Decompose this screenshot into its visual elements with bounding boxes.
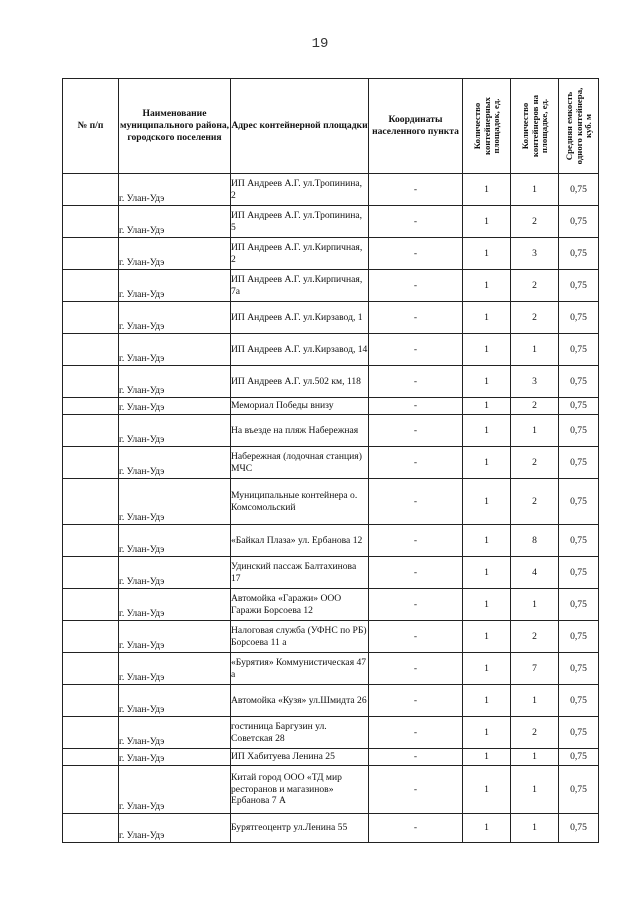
cell-coordinates: -	[369, 302, 463, 334]
cell-containers-count: 2	[511, 447, 559, 479]
cell-coordinates: -	[369, 717, 463, 749]
cell-municipality: г. Улан-Удэ	[119, 366, 231, 398]
cell-sites-count: 1	[463, 174, 511, 206]
cell-average-volume: 0,75	[559, 685, 599, 717]
header-num: № п/п	[63, 79, 119, 174]
cell-sites-count: 1	[463, 302, 511, 334]
cell-sites-count: 1	[463, 479, 511, 525]
table-row	[63, 447, 599, 479]
cell-sites-count: 1	[463, 525, 511, 557]
cell-municipality: г. Улан-Удэ	[119, 206, 231, 238]
cell-number	[63, 685, 119, 717]
cell-address: Бурятгеоцентр ул.Ленина 55	[231, 814, 369, 843]
cell-containers-count: 2	[511, 270, 559, 302]
cell-sites-count: 1	[463, 766, 511, 814]
cell-containers-count: 3	[511, 238, 559, 270]
table-row	[63, 653, 599, 685]
cell-average-volume: 0,75	[559, 366, 599, 398]
cell-address: Китай город ООО «ТД мир ресторанов и магазинов» Ербанова 7 А	[231, 766, 369, 814]
cell-address: ИП Андреев А.Г. ул.502 км, 118	[231, 366, 369, 398]
cell-address: гостиница Баргузин ул. Советская 28	[231, 717, 369, 749]
header-average-volume-label: Средняя емкость одного контейнера, куб. м	[563, 87, 593, 165]
cell-sites-count: 1	[463, 653, 511, 685]
cell-average-volume: 0,75	[559, 766, 599, 814]
cell-address: Автомойка «Гаражи» ООО Гаражи Борсоева 12	[231, 589, 369, 621]
cell-municipality: г. Улан-Удэ	[119, 557, 231, 589]
table-row	[63, 398, 599, 415]
cell-address: «Байкал Плаза» ул. Ербанова 12	[231, 525, 369, 557]
cell-containers-count: 2	[511, 206, 559, 238]
cell-containers-count: 2	[511, 479, 559, 525]
cell-number	[63, 621, 119, 653]
container-sites-table	[62, 78, 599, 843]
table-row	[63, 557, 599, 589]
cell-address: ИП Хабитуева Ленина 25	[231, 749, 369, 766]
cell-address: Мемориал Победы внизу	[231, 398, 369, 415]
cell-number	[63, 366, 119, 398]
table-row	[63, 814, 599, 843]
cell-containers-count: 2	[511, 621, 559, 653]
cell-sites-count: 1	[463, 621, 511, 653]
cell-address: ИП Андреев А.Г. ул.Тропинина, 2	[231, 174, 369, 206]
cell-sites-count: 1	[463, 238, 511, 270]
table-row	[63, 621, 599, 653]
cell-municipality: г. Улан-Удэ	[119, 749, 231, 766]
cell-address: ИП Андреев А.Г. ул.Кирзавод, 1	[231, 302, 369, 334]
cell-address: ИП Андреев А.Г. ул.Кирпичная, 2	[231, 238, 369, 270]
cell-address: Удинский пассаж Балтахинова 17	[231, 557, 369, 589]
cell-coordinates: -	[369, 238, 463, 270]
cell-coordinates: -	[369, 174, 463, 206]
cell-sites-count: 1	[463, 398, 511, 415]
cell-number	[63, 717, 119, 749]
cell-municipality: г. Улан-Удэ	[119, 621, 231, 653]
table-row	[63, 334, 599, 366]
cell-number	[63, 174, 119, 206]
cell-number	[63, 525, 119, 557]
cell-containers-count: 1	[511, 749, 559, 766]
cell-coordinates: -	[369, 415, 463, 447]
cell-municipality: г. Улан-Удэ	[119, 814, 231, 843]
cell-number	[63, 398, 119, 415]
cell-address: ИП Андреев А.Г. ул.Тропинина, 5	[231, 206, 369, 238]
table-row	[63, 206, 599, 238]
cell-address: «Бурятия» Коммунистическая 47 а	[231, 653, 369, 685]
cell-coordinates: -	[369, 270, 463, 302]
cell-containers-count: 2	[511, 302, 559, 334]
cell-number	[63, 479, 119, 525]
cell-average-volume: 0,75	[559, 270, 599, 302]
cell-sites-count: 1	[463, 814, 511, 843]
cell-containers-count: 1	[511, 174, 559, 206]
cell-coordinates: -	[369, 814, 463, 843]
cell-containers-count: 1	[511, 685, 559, 717]
cell-coordinates: -	[369, 398, 463, 415]
cell-coordinates: -	[369, 334, 463, 366]
cell-municipality: г. Улан-Удэ	[119, 415, 231, 447]
header-sites-count-label: Количество контейнерных площадок, ед.	[471, 97, 501, 155]
cell-municipality: г. Улан-Удэ	[119, 447, 231, 479]
table-row	[63, 415, 599, 447]
cell-average-volume: 0,75	[559, 479, 599, 525]
cell-number	[63, 766, 119, 814]
cell-municipality: г. Улан-Удэ	[119, 238, 231, 270]
cell-sites-count: 1	[463, 447, 511, 479]
cell-coordinates: -	[369, 557, 463, 589]
cell-coordinates: -	[369, 685, 463, 717]
page-number: 19	[311, 36, 329, 52]
header-containers-count-label: Количество контейнеров на площадке, ед.	[519, 94, 549, 158]
cell-number	[63, 589, 119, 621]
table-row	[63, 479, 599, 525]
cell-number	[63, 557, 119, 589]
cell-number	[63, 206, 119, 238]
cell-coordinates: -	[369, 749, 463, 766]
cell-municipality: г. Улан-Удэ	[119, 398, 231, 415]
cell-containers-count: 1	[511, 334, 559, 366]
table-row	[63, 366, 599, 398]
table-row	[63, 270, 599, 302]
cell-municipality: г. Улан-Удэ	[119, 302, 231, 334]
cell-number	[63, 238, 119, 270]
cell-number	[63, 302, 119, 334]
cell-address: Муниципальные контейнера о. Комсомольский	[231, 479, 369, 525]
cell-containers-count: 7	[511, 653, 559, 685]
cell-sites-count: 1	[463, 557, 511, 589]
header-address: Адрес контейнерной площадки	[231, 79, 369, 174]
cell-sites-count: 1	[463, 589, 511, 621]
cell-containers-count: 1	[511, 415, 559, 447]
header-average-volume	[559, 79, 599, 174]
cell-containers-count: 2	[511, 398, 559, 415]
cell-average-volume: 0,75	[559, 557, 599, 589]
cell-average-volume: 0,75	[559, 174, 599, 206]
cell-sites-count: 1	[463, 366, 511, 398]
cell-number	[63, 334, 119, 366]
cell-number	[63, 415, 119, 447]
cell-coordinates: -	[369, 447, 463, 479]
cell-average-volume: 0,75	[559, 717, 599, 749]
cell-address: Налоговая служба (УФНС по РБ) Борсоева 11 а	[231, 621, 369, 653]
cell-coordinates: -	[369, 479, 463, 525]
cell-containers-count: 8	[511, 525, 559, 557]
cell-address: ИП Андреев А.Г. ул.Кирпичная, 7а	[231, 270, 369, 302]
cell-number	[63, 447, 119, 479]
cell-municipality: г. Улан-Удэ	[119, 525, 231, 557]
cell-address: Автомойка «Кузя» ул.Шмидта 26	[231, 685, 369, 717]
cell-average-volume: 0,75	[559, 238, 599, 270]
cell-average-volume: 0,75	[559, 749, 599, 766]
cell-sites-count: 1	[463, 685, 511, 717]
cell-containers-count: 3	[511, 366, 559, 398]
cell-containers-count: 2	[511, 717, 559, 749]
cell-number	[63, 814, 119, 843]
cell-average-volume: 0,75	[559, 589, 599, 621]
cell-number	[63, 653, 119, 685]
cell-municipality: г. Улан-Удэ	[119, 479, 231, 525]
cell-address: ИП Андреев А.Г. ул.Кирзавод, 14	[231, 334, 369, 366]
cell-address: Набережная (лодочная станция) МЧС	[231, 447, 369, 479]
table-row	[63, 717, 599, 749]
cell-average-volume: 0,75	[559, 447, 599, 479]
cell-average-volume: 0,75	[559, 653, 599, 685]
cell-sites-count: 1	[463, 334, 511, 366]
table-row	[63, 749, 599, 766]
cell-municipality: г. Улан-Удэ	[119, 589, 231, 621]
table-row	[63, 238, 599, 270]
table-row	[63, 525, 599, 557]
cell-containers-count: 1	[511, 766, 559, 814]
cell-average-volume: 0,75	[559, 302, 599, 334]
cell-coordinates: -	[369, 653, 463, 685]
cell-municipality: г. Улан-Удэ	[119, 717, 231, 749]
cell-number	[63, 270, 119, 302]
cell-sites-count: 1	[463, 270, 511, 302]
cell-sites-count: 1	[463, 717, 511, 749]
cell-containers-count: 1	[511, 589, 559, 621]
cell-coordinates: -	[369, 621, 463, 653]
cell-address: На въезде на пляж Набережная	[231, 415, 369, 447]
cell-average-volume: 0,75	[559, 621, 599, 653]
cell-coordinates: -	[369, 589, 463, 621]
table-row	[63, 766, 599, 814]
cell-municipality: г. Улан-Удэ	[119, 653, 231, 685]
table-row	[63, 685, 599, 717]
table-row	[63, 589, 599, 621]
header-municipality: Наименование муниципального района, городского поселения	[119, 79, 231, 174]
table-header-row	[63, 79, 599, 174]
cell-containers-count: 1	[511, 814, 559, 843]
cell-municipality: г. Улан-Удэ	[119, 174, 231, 206]
cell-average-volume: 0,75	[559, 334, 599, 366]
header-containers-count	[511, 79, 559, 174]
cell-sites-count: 1	[463, 749, 511, 766]
cell-average-volume: 0,75	[559, 814, 599, 843]
cell-average-volume: 0,75	[559, 415, 599, 447]
header-sites-count	[463, 79, 511, 174]
cell-containers-count: 4	[511, 557, 559, 589]
cell-municipality: г. Улан-Удэ	[119, 685, 231, 717]
cell-coordinates: -	[369, 206, 463, 238]
cell-municipality: г. Улан-Удэ	[119, 334, 231, 366]
cell-sites-count: 1	[463, 415, 511, 447]
cell-average-volume: 0,75	[559, 525, 599, 557]
table-row	[63, 174, 599, 206]
cell-average-volume: 0,75	[559, 398, 599, 415]
cell-sites-count: 1	[463, 206, 511, 238]
cell-coordinates: -	[369, 525, 463, 557]
cell-number	[63, 749, 119, 766]
cell-municipality: г. Улан-Удэ	[119, 766, 231, 814]
header-coordinates: Координаты населенного пункта	[369, 79, 463, 174]
cell-municipality: г. Улан-Удэ	[119, 270, 231, 302]
cell-coordinates: -	[369, 366, 463, 398]
cell-coordinates: -	[369, 766, 463, 814]
cell-average-volume: 0,75	[559, 206, 599, 238]
table-row	[63, 302, 599, 334]
